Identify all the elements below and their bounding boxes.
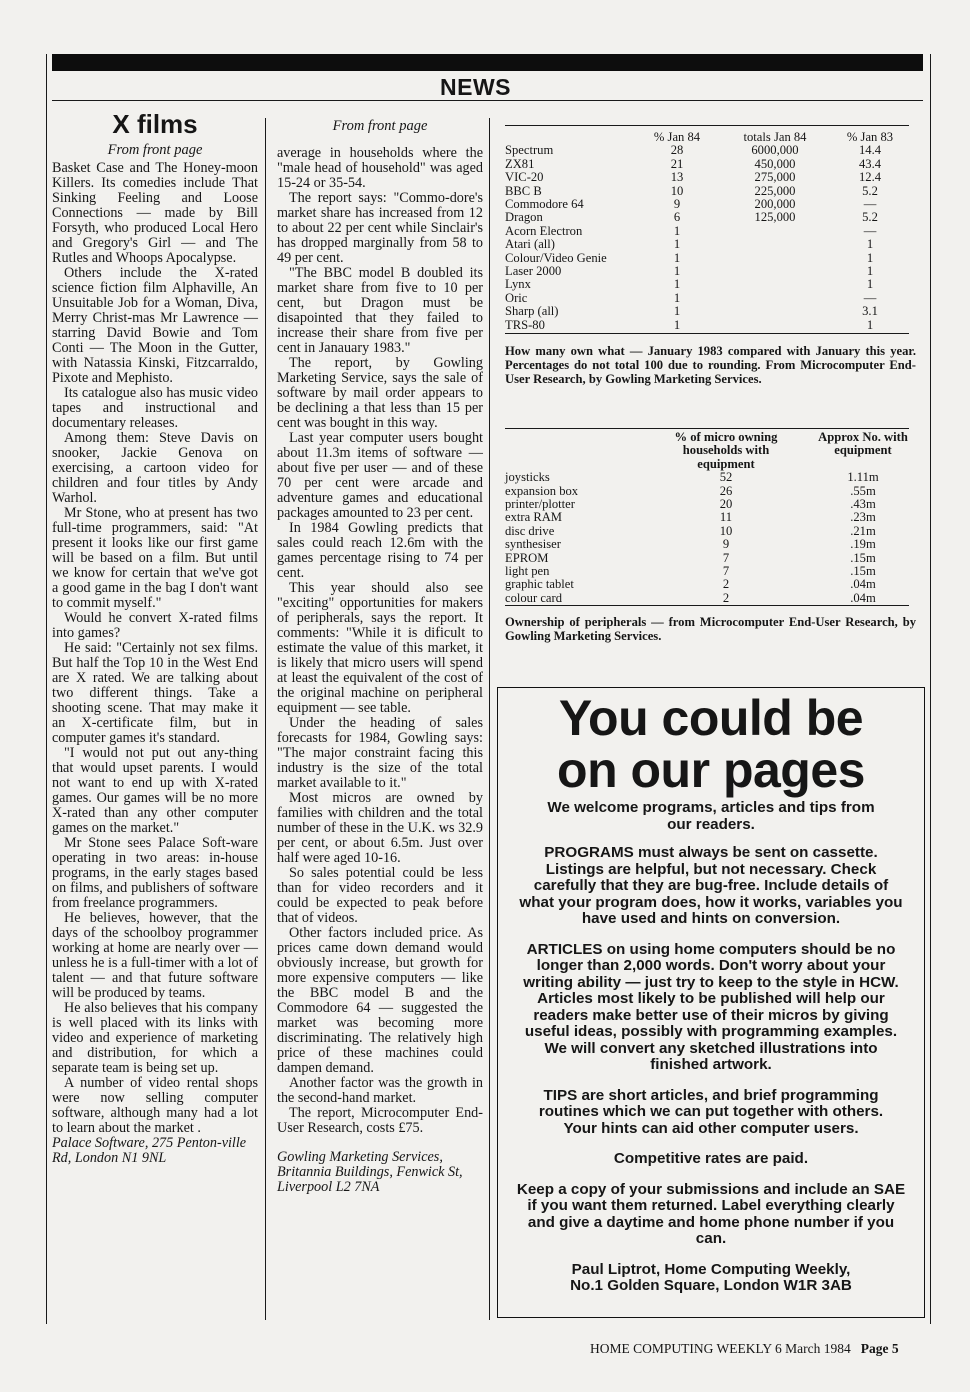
- table-row: [505, 225, 909, 238]
- table-cell: 9: [722, 537, 730, 552]
- table-cell: [719, 292, 831, 305]
- middle-paragraph: Under the heading of sales forecasts for 1984, Gowling says: "The major constraint facing this industry is the size of the total market available to it.": [277, 715, 483, 791]
- table-cell: VIC-20: [505, 170, 544, 185]
- table-cell: 1: [866, 237, 874, 252]
- left-kicker: From front page: [107, 142, 203, 158]
- middle-paragraph: Other factors included price. As prices came down demand would obviously increase, but growth for more expensive computers — like the BBC model B and the Commodore 64 — suggested the market was becoming more discriminating. The relatively high price of these machines could dampen demand.: [277, 925, 483, 1076]
- promo-tips: TIPS are short articles, and brief programming routines which we can put together with others. Your hints can aid other computer users.: [538, 1086, 884, 1137]
- table-row: [505, 278, 909, 291]
- table-cell: 20: [719, 497, 733, 512]
- table-header-row: [505, 431, 909, 471]
- table-row: [505, 511, 909, 524]
- table-row: [505, 292, 909, 305]
- table-cell: extra RAM: [505, 510, 563, 525]
- table-cell: 1.11m: [847, 470, 879, 485]
- middle-paragraph: The report, by Gowling Marketing Service, says the sale of software by mail order appears to be declining a that less than 15 per cent was bought in this way.: [277, 355, 483, 431]
- table-cell: disc drive: [505, 523, 555, 538]
- table-cell: 3.1: [862, 304, 878, 319]
- table2-caption: Ownership of peripherals — from Microcomputer End-User Research, by Gowling Marketing Services.: [505, 615, 916, 643]
- table-cell: 450,000: [754, 156, 796, 171]
- left-paragraph: Others include the X-rated science fiction film Alphaville, An Unsuitable Job for a Woman, Diva, Merry Christ-mas Mr Lawrence — starring David Bowie and Tom Conti — The Moon in the Gutter, with Natassia Kinski, Fitzcarraldo, Pixote and Mephisto.: [52, 265, 258, 386]
- header-bar: [52, 54, 923, 71]
- promo-programs: PROGRAMS must always be sent on cassette. Listings are helpful, but not necessary. Check carefully that they are bug-free. Include details of what your program does, how it works, variables you have used and hints on conversion.: [519, 844, 903, 927]
- middle-paragraph: Most micros are owned by families with children and the total number of these in the U.K. ws 32.9 per cent, or about 6.5m. Just over half were aged 10-16.: [277, 790, 483, 866]
- middle-paragraph: Last year computer users bought about 11.3m items of software — about five per user — and of these 70 per cent were arcade and adventure games and educational packages amounted to 23 per cent.: [277, 430, 483, 521]
- table-cell: 10: [719, 523, 733, 538]
- table-header-row: [505, 131, 909, 144]
- table-cell: Commodore 64: [505, 197, 584, 212]
- table-cell: 7: [722, 564, 730, 579]
- middle-paragraph: average in households where the "male head of household" was aged 15-24 or 35-54.: [277, 145, 483, 191]
- table-cell: 5.2: [862, 210, 878, 225]
- table-row: [505, 565, 909, 578]
- publication-line: HOME COMPUTING WEEKLY 6 March 1984: [590, 1341, 851, 1356]
- table-header-cell: % of micro owning households with equipment: [674, 430, 778, 471]
- table1-bottom-rule: [505, 333, 909, 334]
- middle-paragraph: Another factor was the growth in the second-hand market.: [277, 1075, 483, 1106]
- table-cell: .55m: [850, 483, 876, 498]
- table-cell: .04m: [850, 577, 876, 592]
- promo-keep: Keep a copy of your submissions and include an SAE if you want them returned. Label everything clearly and give a daytime and home phone number if you can.: [516, 1180, 906, 1247]
- table1-top-rule: [505, 125, 909, 126]
- table-cell: 43.4: [858, 156, 882, 171]
- table-cell: 1: [866, 277, 874, 292]
- table-cell: printer/plotter: [505, 497, 575, 512]
- table-row: [505, 485, 909, 498]
- table-row: [505, 171, 909, 184]
- table-cell: colour card: [505, 590, 562, 605]
- table-header-cell: [505, 431, 635, 471]
- table-cell: 1: [673, 304, 681, 319]
- table-cell: Acorn Electron: [505, 223, 583, 238]
- table-cell: —: [863, 197, 877, 212]
- table-cell: 6: [673, 210, 681, 225]
- middle-address: Gowling Marketing Services, Britannia Buildings, Fenwick St, Liverpool L2 7NA: [277, 1149, 463, 1195]
- table-cell: Dragon: [505, 210, 543, 225]
- table-cell: —: [863, 223, 877, 238]
- middle-paragraph: In 1984 Gowling predicts that sales could reach 12.6m with the games percentage rising to 74 per cent.: [277, 520, 483, 581]
- table-cell: .19m: [850, 537, 876, 552]
- table-cell: [719, 265, 831, 278]
- peripherals-table: [505, 431, 909, 605]
- submissions-promo-box: [497, 687, 925, 1318]
- table-cell: 125,000: [754, 210, 796, 225]
- column-rule-1: [265, 118, 266, 1320]
- table1-caption: How many own what — January 1983 compared with January this year. Percentages do not total 100 due to rounding. From Microcomputer End-User Research, by Gowling Marketing Services.: [505, 344, 916, 386]
- table-row: [505, 578, 909, 591]
- table-cell: 2: [722, 590, 730, 605]
- table-cell: 28: [670, 143, 684, 158]
- column-rule-2: [489, 118, 490, 1320]
- table-cell: 275,000: [754, 170, 796, 185]
- left-paragraph: Mr Stone, who at present has two full-time programmers, said: "At present it looks like our first game will be based on a film. But until we know for certain that we've got a good game in the bag I don't want to commit myself.": [52, 505, 258, 611]
- table-cell: EPROM: [505, 550, 549, 565]
- table-cell: BBC B: [505, 183, 542, 198]
- table-cell: 1: [673, 317, 681, 332]
- table-row: [505, 158, 909, 171]
- table-cell: .23m: [850, 510, 876, 525]
- middle-paragraph: So sales potential could be less than for video recorders and it could be expected to peak before that of videos.: [277, 865, 483, 926]
- section-title: NEWS: [440, 74, 511, 100]
- table-header-cell: % Jan 83: [846, 130, 894, 144]
- table-cell: 200,000: [754, 197, 796, 212]
- table-cell: .43m: [850, 497, 876, 512]
- table-cell: light pen: [505, 564, 550, 579]
- table-cell: 9: [673, 197, 681, 212]
- page-number: Page 5: [860, 1341, 899, 1356]
- left-paragraph: He also believes that his company is well placed with its links with video and experience of marketing and distribution, for which a separate team is being set up.: [52, 1000, 258, 1076]
- table-cell: TRS-80: [505, 317, 545, 332]
- table-cell: Lynx: [505, 277, 531, 292]
- table-cell: 1: [673, 237, 681, 252]
- left-paragraph: Mr Stone sees Palace Soft-ware operating in two areas: in-house programs, in the early stages based on films, and publishers of software from freelance programmers.: [52, 835, 258, 911]
- left-paragraph: Would he convert X-rated films into games?: [52, 610, 258, 641]
- table-header-cell: Approx No. with equipment: [818, 430, 908, 458]
- middle-paragraph: The report, Microcomputer End-User Research, costs £75.: [277, 1105, 483, 1136]
- table-cell: 52: [719, 470, 733, 485]
- table-row: [505, 592, 909, 605]
- table-cell: —: [863, 290, 877, 305]
- table-cell: 13: [670, 170, 684, 185]
- table-cell: [719, 319, 831, 332]
- table-cell: [719, 238, 831, 251]
- promo-contact-name: Paul Liptrot, Home Computing Weekly,: [571, 1260, 851, 1278]
- table-cell: 1: [866, 317, 874, 332]
- middle-paragraph: This year should also see "exciting" opportunities for makers of peripherals, says the report. It comments: "While it is dificult to estimate the value of this market, it is likely that micro users will spend at least the equivalent of the cost of the original machine on peripheral equipment — see table.: [277, 580, 483, 716]
- middle-kicker: From front page: [332, 118, 428, 134]
- middle-paragraph: The report says: "Commo-dore's market share has increased from 12 to about 22 per cent while Sinclair's has dropped marginally from 58 to 49 per cent.: [277, 190, 483, 266]
- outer-right-rule: [930, 54, 931, 1324]
- table-cell: 1: [673, 264, 681, 279]
- promo-rates: Competitive rates are paid.: [613, 1150, 809, 1167]
- table-cell: 1: [673, 290, 681, 305]
- table-cell: 12.4: [858, 170, 882, 185]
- table2-top-rule: [505, 428, 909, 429]
- table-cell: 5.2: [862, 183, 878, 198]
- table-row: [505, 471, 909, 484]
- table-cell: 1: [673, 277, 681, 292]
- table-row: [505, 498, 909, 511]
- table-row: [505, 252, 909, 265]
- table-cell: joysticks: [505, 470, 550, 485]
- promo-title-line2: on our pages: [557, 742, 865, 798]
- table-cell: .04m: [850, 590, 876, 605]
- table-row: [505, 319, 909, 332]
- left-paragraph: He said: "Certainly not sex films. But half the Top 10 in the West End are X rated. We are talking about two different things. Take a shooting scene. That may make it an X-certificate film, but in computer games it's standard.: [52, 640, 258, 746]
- table-cell: .15m: [850, 564, 876, 579]
- outer-left-rule: [46, 54, 47, 1324]
- table-row: [505, 198, 909, 211]
- left-column: [52, 110, 258, 1166]
- table-cell: Sharp (all): [505, 304, 559, 319]
- table-row: [505, 525, 909, 538]
- left-paragraph: Among them: Steve Davis on snooker, Jackie Genova on exercising, a cartoon video for children and four titles by Andy Warhol.: [52, 430, 258, 506]
- table-cell: Colour/Video Genie: [505, 250, 607, 265]
- table-cell: ZX81: [505, 156, 535, 171]
- table-cell: 11: [719, 510, 733, 525]
- middle-column: [277, 118, 483, 1195]
- left-paragraph: Basket Case and The Honey-moon Killers. Its comedies include That Sinking Feeling and Loose Connections — made by Bill Forsyth, who produced Local Hero and Gregory's Girl — and The Rutles and Whoops Apocalypse.: [52, 160, 258, 266]
- table-row: [505, 305, 909, 318]
- table-cell: Laser 2000: [505, 264, 562, 279]
- table-row: [505, 538, 909, 551]
- ownership-table: [505, 131, 909, 332]
- promo-articles: ARTICLES on using home computers should be no longer than 2,000 words. Don't worry about your writing ability — just try to keep to the style in HCW. Articles most likely to be published will help our readers make better use of their micros by giving useful ideas, possibly with programming examples. We will convert any sketched illustrations into finished artwork.: [523, 940, 899, 1073]
- table-cell: 2: [722, 577, 730, 592]
- left-address: Palace Software, 275 Penton-ville Rd, London N1 9NL: [52, 1135, 247, 1166]
- promo-title-line1: You could be: [558, 690, 864, 746]
- page-footer: [590, 1341, 899, 1357]
- table-header-cell: [505, 131, 635, 144]
- table-cell: 6000,000: [751, 143, 799, 158]
- left-paragraph: Its catalogue also has music video tapes and instructional and documentary releases.: [52, 385, 258, 431]
- table-cell: 1: [866, 250, 874, 265]
- table-cell: 7: [722, 550, 730, 565]
- table-cell: 26: [719, 483, 733, 498]
- table-cell: [719, 305, 831, 318]
- table-cell: 1: [673, 223, 681, 238]
- table-cell: .15m: [850, 550, 876, 565]
- table-cell: Oric: [505, 290, 528, 305]
- table-row: [505, 238, 909, 251]
- left-paragraph: He believes, however, that the days of the schoolboy programmer working at home are nearly over — unless he is a full-timer with a lot of talent — and that future software will be produced by teams.: [52, 910, 258, 1001]
- promo-intro: We welcome programs, articles and tips from our readers.: [547, 799, 875, 833]
- table-row: [505, 185, 909, 198]
- table-cell: [719, 252, 831, 265]
- table-cell: 1: [673, 250, 681, 265]
- table-cell: .21m: [850, 523, 876, 538]
- table-cell: expansion box: [505, 483, 579, 498]
- table-row: [505, 144, 909, 157]
- table-cell: 14.4: [858, 143, 882, 158]
- table-cell: [719, 278, 831, 291]
- table-cell: 1: [866, 264, 874, 279]
- table-header-cell: totals Jan 84: [743, 130, 807, 144]
- table-row: [505, 211, 909, 224]
- article-headline: X films: [112, 109, 198, 139]
- table-cell: Spectrum: [505, 143, 554, 158]
- table-cell: [719, 225, 831, 238]
- left-paragraph: A number of video rental shops were now selling computer software, although many had a lot to learn about the market .: [52, 1075, 258, 1136]
- table-row: [505, 552, 909, 565]
- table-cell: 21: [670, 156, 684, 171]
- table-cell: synthesiser: [505, 537, 561, 552]
- promo-contact-address: No.1 Golden Square, London W1R 3AB: [570, 1277, 852, 1294]
- table-cell: graphic tablet: [505, 577, 574, 592]
- table-header-cell: % Jan 84: [653, 130, 701, 144]
- middle-paragraph: "The BBC model B doubled its market share from five to 10 per cent, but Dragon must be disapointed that they failed to increase their share from five per cent in Janauary 1983.": [277, 265, 483, 356]
- table-cell: 10: [670, 183, 684, 198]
- table-row: [505, 265, 909, 278]
- table-cell: 225,000: [754, 183, 796, 198]
- table-cell: Atari (all): [505, 237, 555, 252]
- left-paragraph: "I would not put out any-thing that would upset parents. I would not want to end up with X-rated games. Our games will be no more X-rated than any other computer games on the market.": [52, 745, 258, 836]
- table2-bottom-rule: [505, 605, 909, 606]
